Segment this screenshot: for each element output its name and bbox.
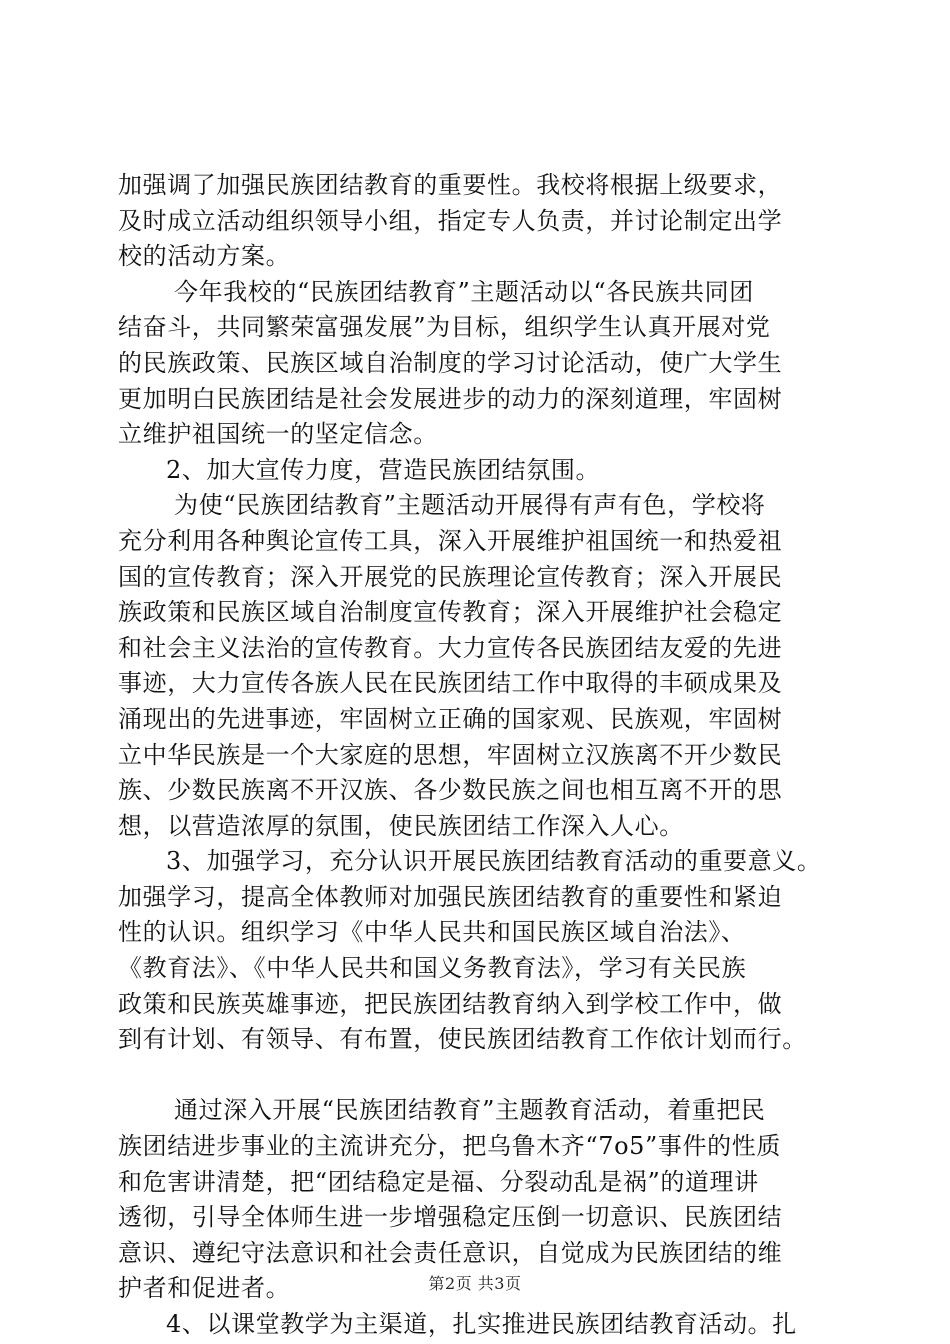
paragraph-line: 今年我校的“民族团结教育”主题活动以“各民族共同团 [174, 277, 754, 306]
paragraph-line: 族政策和民族区域自治制度宣传教育；深入开展维护社会稳定 [118, 598, 783, 627]
paragraph-line: 及时成立活动组织领导小组，指定专人负责，并讨论制定出学 [118, 206, 783, 235]
paragraph-line: 性的认识。组织学习《中华人民共和国民族区域自治法》、 [118, 918, 746, 947]
paragraph-line: 立维护祖国统一的坚定信念。 [118, 420, 438, 449]
paragraph-line: 护者和促进者。 [118, 1274, 291, 1303]
paragraph-line: 《教育法》、《中华人民共和国义务教育法》，学习有关民族 [118, 954, 747, 983]
paragraph-line: 意识、遵纪守法意识和社会责任意识，自觉成为民族团结的维 [118, 1238, 783, 1267]
paragraph-line: 为使“民族团结教育”主题活动开展得有声有色，学校将 [174, 491, 766, 520]
paragraph-line: 加强学习，提高全体教师对加强民族团结教育的重要性和紧迫 [118, 882, 783, 911]
section-heading: 2、加大宣传力度，营造民族团结氛围。 [166, 455, 601, 484]
paragraph-line: 更加明白民族团结是社会发展进步的动力的深刻道理，牢固树 [118, 384, 783, 413]
paragraph-line: 结奋斗，共同繁荣富强发展”为目标，组织学生认真开展对党 [118, 313, 771, 342]
paragraph-line: 到有计划、有领导、有布置，使民族团结教育工作依计划而行。 [118, 1025, 807, 1054]
paragraph-line: 透彻，引导全体师生进一步增强稳定压倒一切意识、民族团结 [118, 1203, 783, 1232]
paragraph-line: 加强调了加强民族团结教育的重要性。我校将根据上级要求， [118, 171, 783, 199]
paragraph-line: 事迹，大力宣传各族人民在民族团结工作中取得的丰硕成果及 [118, 669, 783, 698]
paragraph-line: 想，以营造浓厚的氛围，使民族团结工作深入人心。 [118, 811, 684, 840]
blank-line [118, 1058, 830, 1094]
paragraph-line: 充分利用各种舆论宣传工具，深入开展维护祖国统一和热爱祖 [118, 526, 783, 555]
paragraph-line: 校的活动方案。 [118, 242, 291, 271]
paragraph-line: 和危害讲清楚，把“团结稳定是福、分裂动乱是祸”的道理讲 [118, 1167, 759, 1196]
page-footer: 第2页 共3页 [428, 1274, 522, 1293]
paragraph-line: 族、少数民族离不开汉族、各少数民族之间也相互离不开的思 [118, 776, 783, 805]
paragraph-line: 涌现出的先进事迹，牢固树立正确的国家观、民族观，牢固树 [118, 704, 783, 733]
paragraph-line: 的民族政策、民族区域自治制度的学习讨论活动，使广大学生 [118, 348, 783, 377]
document-body [118, 168, 830, 1343]
paragraph-line: 国的宣传教育；深入开展党的民族理论宣传教育；深入开展民 [118, 562, 783, 591]
paragraph-line: 通过深入开展“民族团结教育”主题教育活动，着重把民 [174, 1096, 766, 1125]
section-heading: 4、以课堂教学为主渠道，扎实推进民族团结教育活动。扎 [166, 1310, 797, 1338]
section-heading: 3、加强学习，充分认识开展民族团结教育活动的重要意义。 [166, 847, 822, 876]
paragraph-line: 立中华民族是一个大家庭的思想，牢固树立汉族离不开少数民 [118, 740, 783, 769]
paragraph-line: 族团结进步事业的主流讲充分，把乌鲁木齐“7o5”事件的性质 [118, 1132, 781, 1161]
paragraph-line: 和社会主义法治的宣传教育。大力宣传各民族团结友爱的先进 [118, 633, 783, 662]
paragraph-line: 政策和民族英雄事迹，把民族团结教育纳入到学校工作中，做 [118, 989, 783, 1018]
